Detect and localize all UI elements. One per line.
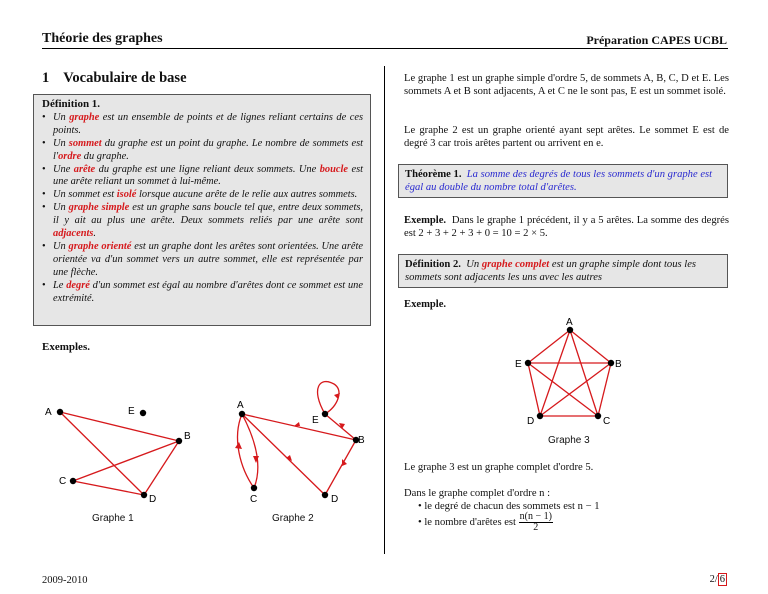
paragraph-graph1: Le graphe 1 est un graphe simple d'ordre 5, de sommets A, B, C, D et E. Les sommets A et B sont adjacents, A et C ne le sont pas, E est un sommet isolé. <box>404 73 729 97</box>
keyword: graphe simple <box>68 202 130 214</box>
definition-box <box>33 94 371 326</box>
vertex-b <box>608 360 614 366</box>
footer-year: 2009-2010 <box>42 575 88 586</box>
keyword: arête <box>73 163 96 175</box>
edge-d-b <box>325 440 356 495</box>
keyword: adjacents <box>53 228 94 240</box>
vertex-c <box>70 478 76 484</box>
edge-c-d <box>73 481 144 495</box>
example-title: Exemple. <box>404 215 447 226</box>
label-e: E <box>128 406 135 417</box>
column-divider <box>384 66 385 554</box>
header-title: Théorie des graphes <box>42 31 163 46</box>
definition-item: • Un graphe simple est un graphe sans boucle tel que, entre deux sommets, il y ait au plus une arête. Deux sommets reliés par une arête sont adjacents. <box>42 202 363 241</box>
label-e: E <box>312 415 319 426</box>
label-e: E <box>515 359 522 370</box>
vertex-c <box>595 413 601 419</box>
keyword: degré <box>66 279 90 291</box>
vertex-e <box>525 360 531 366</box>
graph-2-figure <box>230 378 370 513</box>
graph-2-caption: Graphe 2 <box>272 513 314 524</box>
label-d: D <box>527 416 535 427</box>
graph-1-figure <box>40 395 200 510</box>
label-c: C <box>250 494 258 505</box>
edge-b-a <box>242 414 356 440</box>
arrow-head <box>235 442 242 449</box>
vertex-b <box>176 438 182 444</box>
edge-e-loop <box>318 382 339 414</box>
vertex-d <box>322 492 328 498</box>
example-block <box>404 214 729 240</box>
edge-a-c-1 <box>238 414 254 488</box>
paragraph-graph2: Le graphe 2 est un graphe orienté ayant sept arêtes. Le sommet E est de degré 3 car trois arêtes partent ou arrivent en e. <box>404 125 729 149</box>
label-d: D <box>149 494 157 505</box>
keyword: graphe orienté <box>68 240 132 252</box>
header-rule <box>42 48 728 49</box>
definition-item: • Un graphe est un ensemble de points et de lignes reliant certains de ces points. <box>42 112 363 138</box>
paragraph-complete: Dans le graphe complet d'ordre n : <box>404 488 551 499</box>
paragraph-graph3: Le graphe 3 est un graphe complet d'ordre 5. <box>404 462 594 473</box>
vertex-d <box>537 413 543 419</box>
definition2-title: Définition 2. <box>405 259 461 270</box>
label-a: A <box>237 400 244 411</box>
definition-item: • Une arête du graphe est une ligne reliant deux sommets. Une boucle est une arête reliant un sommet à lui-même. <box>42 164 363 190</box>
definition-item: • Un sommet du graphe est un point du graphe. Le nombre de sommets est l'ordre du graphe. <box>42 138 363 164</box>
section-heading: Vocabulaire de base <box>63 70 187 86</box>
keyword: graphe complet <box>481 259 550 270</box>
example2-title: Exemple. <box>404 299 447 310</box>
keyword: sommet <box>68 137 102 149</box>
edge-a-d <box>242 414 325 495</box>
keyword: graphe <box>69 111 100 123</box>
vertex-e <box>140 410 146 416</box>
label-a: A <box>566 317 573 328</box>
header-course: Préparation CAPES UCBL <box>586 33 727 47</box>
vertex-e <box>322 411 328 417</box>
definition-item: • Le degré d'un sommet est égal au nombre d'arêtes dont ce sommet est une extrémité. <box>42 280 363 306</box>
label-c: C <box>59 476 67 487</box>
label-d: D <box>331 494 339 505</box>
theorem-text: La somme des degrés de tous les sommets d'un graphe est égal au double du nombre total d'arêtes. <box>405 169 713 193</box>
definition-list <box>42 112 363 306</box>
vertex-d <box>141 492 147 498</box>
footer-page: 2/ 6 <box>709 574 725 585</box>
keyword: ordre <box>58 150 82 162</box>
keyword: boucle <box>319 163 348 175</box>
label-c: C <box>603 416 611 427</box>
keyword: isolé <box>116 189 137 201</box>
label-b: B <box>615 359 622 370</box>
theorem-box <box>398 164 728 198</box>
graph-1-caption: Graphe 1 <box>92 513 134 524</box>
edge-c-a <box>242 414 258 488</box>
theorem-title: Théorème 1. <box>405 169 462 180</box>
fraction: $\frac{n(n - 1)}{2}$ <box>519 511 552 533</box>
graph-3-figure <box>512 316 627 434</box>
definition2-box: Définition 2. Un graphe complet est un graphe simple dont tous les sommets sont adjacents les uns avec les autres <box>398 254 728 288</box>
definition-title: Définition 1. <box>42 98 101 110</box>
bullet-degree: • le degré de chacun des sommets est n − 1 <box>418 501 600 512</box>
label-b: B <box>184 431 191 442</box>
bullet-edges: • le nombre d'arêtes est $\frac{n(n - 1)}{2}$ <box>418 511 552 533</box>
section-number: 1 <box>42 70 50 86</box>
page-total-link[interactable]: 6 <box>719 574 725 585</box>
examples-title: Exemples. <box>42 341 90 353</box>
graph-3-caption: Graphe 3 <box>548 435 590 446</box>
edge-a-b <box>60 412 179 441</box>
label-b: B <box>358 435 365 446</box>
definition-item: • Un graphe orienté est un graphe dont les arêtes sont orientées. Une arête orientée va d'un sommet vers un autre sommet, elle est représentée par une flèche. <box>42 241 363 280</box>
arrow-head <box>294 422 300 426</box>
edge-b-c <box>73 441 179 481</box>
section-title <box>42 70 187 87</box>
edge-b-d <box>144 441 179 495</box>
example-text: Dans le graphe 1 précédent, il y a 5 arêtes. La somme des degrés est 2 + 3 + 2 + 3 + 0 = 10 = 2 × 5. <box>404 215 729 239</box>
vertex-a <box>57 409 63 415</box>
label-a: A <box>45 407 52 418</box>
vertex-a <box>239 411 245 417</box>
definition-item: • Un sommet est isolé lorsque aucune arête de le relie aux autres sommets. <box>42 189 363 202</box>
vertex-c <box>251 485 257 491</box>
